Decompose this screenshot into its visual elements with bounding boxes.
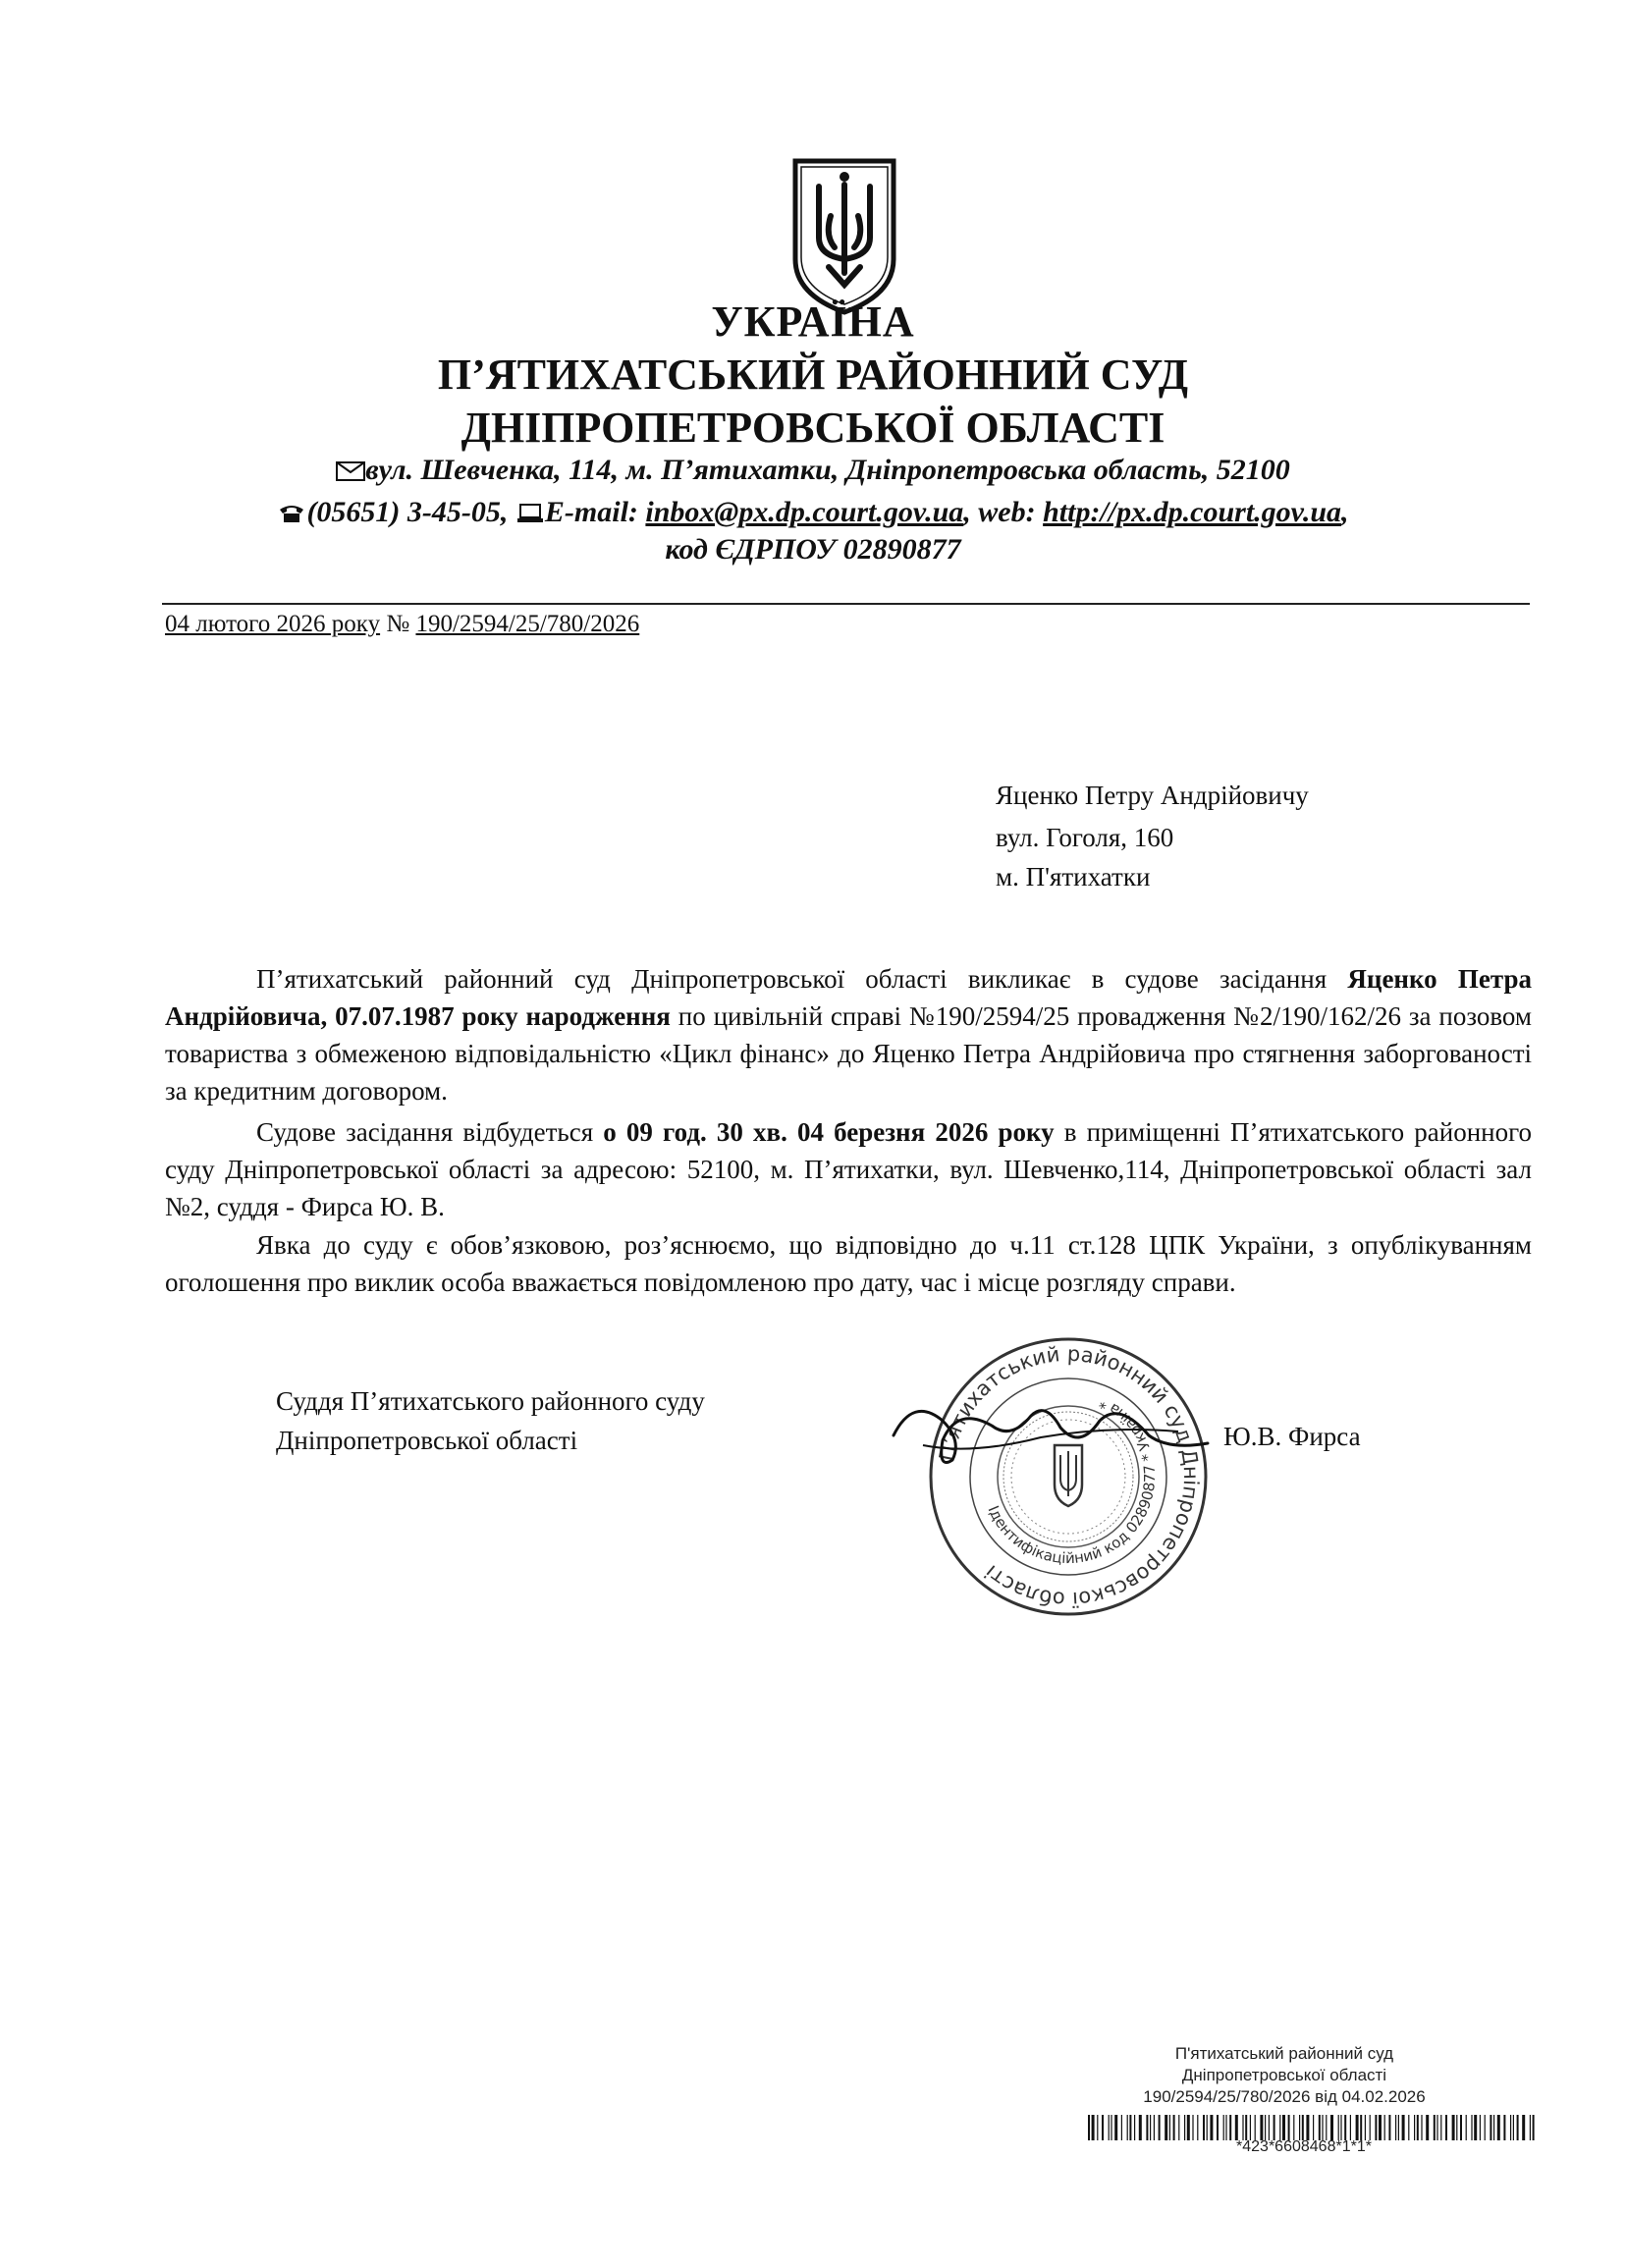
court-address-line bbox=[0, 454, 1626, 487]
barcode-bar bbox=[1485, 2115, 1486, 2140]
barcode-bar bbox=[1245, 2115, 1247, 2140]
barcode-bar bbox=[1417, 2115, 1419, 2140]
barcode-bar bbox=[1350, 2115, 1351, 2140]
barcode-bar bbox=[1480, 2115, 1481, 2140]
header-divider bbox=[162, 603, 1530, 605]
recipient-street: вул. Гоголя, 160 bbox=[996, 823, 1174, 852]
web-link[interactable]: http://px.dp.court.gov.ua bbox=[1043, 496, 1342, 528]
barcode-bar bbox=[1388, 2115, 1390, 2140]
barcode-bar bbox=[1223, 2115, 1224, 2140]
barcode-bar bbox=[1293, 2115, 1294, 2140]
signer-name: Ю.В. Фирса bbox=[1223, 1422, 1361, 1451]
barcode-bar bbox=[1517, 2115, 1519, 2140]
barcode-bar bbox=[1330, 2115, 1333, 2140]
court-name-line1: П’ЯТИХАТСЬКИЙ РАЙОННИЙ СУД bbox=[437, 351, 1189, 399]
barcode-bar bbox=[1274, 2115, 1275, 2140]
barcode-bar bbox=[1269, 2115, 1270, 2140]
p2-start: Судове засідання відбудеться bbox=[256, 1117, 604, 1147]
court-address: вул. Шевченка, 114, м. П’ятихатки, Дніпропетровська область, 52100 bbox=[365, 454, 1290, 486]
coat-of-arms-emblem bbox=[789, 157, 899, 316]
barcode-bar bbox=[1102, 2115, 1104, 2140]
barcode-bar bbox=[1159, 2115, 1161, 2140]
barcode-bar bbox=[1456, 2115, 1457, 2140]
web-suffix: , bbox=[1341, 496, 1349, 528]
barcode-bar bbox=[1173, 2115, 1175, 2140]
barcode-bar bbox=[1127, 2115, 1128, 2140]
barcode-bar bbox=[1445, 2115, 1447, 2140]
barcode-bar bbox=[1242, 2115, 1243, 2140]
signer-title-line2: Дніпропетровської області bbox=[276, 1426, 578, 1455]
signer-title-line1: Суддя П’ятихатського районного суду bbox=[276, 1386, 705, 1416]
barcode-bar bbox=[1302, 2115, 1304, 2140]
footer-barcode-text: *423*6608468*1*1* bbox=[1236, 2138, 1372, 2155]
barcode-bar bbox=[1510, 2115, 1511, 2140]
country-title: УКРАЇНА bbox=[711, 297, 915, 346]
barcode-bar bbox=[1097, 2115, 1098, 2140]
footer-doc-ref: 190/2594/25/780/2026 від 04.02.2026 bbox=[1143, 2087, 1426, 2106]
p1-bold: Яценко Петра Андрійовича, 07.07.1987 року народження bbox=[165, 964, 1532, 1031]
barcode-bar bbox=[1225, 2115, 1226, 2140]
p1-start: П’ятихатський районний суд Дніпропетровської області викликає в судове засідання bbox=[256, 964, 1348, 994]
barcode-bar bbox=[1398, 2115, 1399, 2140]
barcode-bar bbox=[1207, 2115, 1208, 2140]
court-contacts-line bbox=[0, 496, 1626, 529]
barcode-bar bbox=[1440, 2115, 1441, 2140]
barcode-bar bbox=[1322, 2115, 1323, 2140]
barcode-bar bbox=[1109, 2115, 1110, 2140]
phone-icon bbox=[277, 504, 306, 523]
body-paragraph-1 bbox=[165, 960, 1532, 1109]
barcode-bar bbox=[1265, 2115, 1266, 2140]
barcode-bar bbox=[1452, 2115, 1455, 2140]
registration-line bbox=[165, 611, 639, 638]
barcode-bar bbox=[1338, 2115, 1339, 2140]
barcode-bar bbox=[1250, 2115, 1251, 2140]
seal-inner-text: Ідентифікаційний код 02890877 * Україна * bbox=[984, 1393, 1160, 1568]
registration-number-prefix: № bbox=[386, 611, 410, 637]
barcode-bar bbox=[1460, 2115, 1462, 2140]
barcode-bar bbox=[1187, 2115, 1190, 2140]
barcode-bar bbox=[1493, 2115, 1494, 2140]
barcode-bar bbox=[1471, 2115, 1472, 2140]
computer-icon bbox=[515, 504, 545, 523]
barcode-bar bbox=[1210, 2115, 1213, 2140]
barcode-bar bbox=[1088, 2115, 1090, 2140]
barcode-bar bbox=[1129, 2115, 1131, 2140]
barcode-bar bbox=[1178, 2115, 1179, 2140]
barcode-bar bbox=[1370, 2115, 1371, 2140]
barcode-bar bbox=[1235, 2115, 1238, 2140]
barcode-bar bbox=[1340, 2115, 1341, 2140]
barcode-bar bbox=[1513, 2115, 1514, 2140]
registration-number: 190/2594/25/780/2026 bbox=[415, 611, 640, 637]
web-label: , web: bbox=[963, 496, 1036, 528]
barcode-bar bbox=[1402, 2115, 1405, 2140]
body-paragraph-3: Явка до суду є обов’язковою, роз’яснюємо, що відповідно до ч.11 ст.128 ЦПК України, з опублікуванням оголошення про виклик особа вважається повідомленою про дату, час і місце розгляду справи. bbox=[165, 1230, 1532, 1297]
barcode-bar bbox=[1139, 2115, 1142, 2140]
barcode-bar bbox=[1436, 2115, 1437, 2140]
edrpou-code: код ЄДРПОУ 02890877 bbox=[665, 533, 961, 566]
p1-end: по цивільній справі №190/2594/25 провадження №2/190/162/26 за позовом товариства з обмеженою відповідальністю «Цикл фінанс» до Яценко Петра Андрійовича про стягнення заборгованості за кредитним договором. bbox=[165, 1001, 1532, 1106]
barcode-bar bbox=[1408, 2115, 1409, 2140]
barcode-bar bbox=[1282, 2115, 1285, 2140]
envelope-icon bbox=[336, 461, 365, 481]
barcode-bar bbox=[1313, 2115, 1314, 2140]
barcode-bar bbox=[1299, 2115, 1300, 2140]
recipient-name: Яценко Петру Андрійовичу bbox=[996, 781, 1309, 810]
barcode-bar bbox=[1426, 2115, 1429, 2140]
barcode-bar bbox=[1421, 2115, 1422, 2140]
p2-bold: о 09 год. 30 хв. 04 березня 2026 року bbox=[603, 1117, 1055, 1147]
barcode-bar bbox=[1150, 2115, 1151, 2140]
barcode-bar bbox=[1279, 2115, 1280, 2140]
barcode-bar bbox=[1121, 2115, 1122, 2140]
recipient-city: м. П'ятихатки bbox=[996, 862, 1151, 891]
barcode-bar bbox=[1434, 2115, 1436, 2140]
p2-end: в приміщенні П’ятихатського районного суду Дніпропетровської області за адресою: 52100, м. П’ятихатки, вул. Шевченко,114, Дніпропетровської області зал №2, суддя - Фирса Ю. В. bbox=[165, 1117, 1532, 1221]
barcode-bar bbox=[1203, 2115, 1205, 2140]
barcode-bar bbox=[1379, 2115, 1382, 2140]
barcode-bar bbox=[1288, 2115, 1290, 2140]
body-paragraph-2 bbox=[165, 1113, 1532, 1225]
email-link[interactable]: inbox@px.dp.court.gov.ua bbox=[645, 496, 964, 528]
barcode-bar bbox=[1326, 2115, 1327, 2140]
footer-region: Дніпропетровської області bbox=[1181, 2066, 1387, 2084]
barcode-bar bbox=[1319, 2115, 1321, 2140]
barcode-bar bbox=[1497, 2115, 1500, 2140]
court-name-line2: ДНІПРОПЕТРОВСЬКОЇ ОБЛАСТІ bbox=[461, 404, 1165, 452]
barcode-bar bbox=[1255, 2115, 1256, 2140]
barcode-bar bbox=[1503, 2115, 1505, 2140]
barcode-bar bbox=[1365, 2115, 1366, 2140]
document-barcode bbox=[1088, 2115, 1540, 2140]
barcode-bar bbox=[1229, 2115, 1231, 2140]
barcode-bar bbox=[1395, 2115, 1396, 2140]
barcode-bar bbox=[1530, 2115, 1531, 2140]
barcode-bar bbox=[1384, 2115, 1385, 2140]
barcode-bar bbox=[1154, 2115, 1155, 2140]
barcode-bar bbox=[1197, 2115, 1198, 2140]
barcode-bar bbox=[1217, 2115, 1219, 2140]
barcode-bar bbox=[1092, 2115, 1095, 2140]
judge-signature bbox=[884, 1367, 1227, 1485]
barcode-bar bbox=[1360, 2115, 1362, 2140]
seal-outer-text: П’ятихатський районний суд Дніпропетровської області bbox=[935, 1341, 1204, 1612]
barcode-bar bbox=[1192, 2115, 1193, 2140]
footer-court-name: П'ятихатський районний суд bbox=[1174, 2044, 1394, 2063]
barcode-bar bbox=[1414, 2115, 1415, 2140]
barcode-bar bbox=[1522, 2115, 1525, 2140]
barcode-bar bbox=[1169, 2115, 1170, 2140]
barcode-bar bbox=[1375, 2115, 1377, 2140]
barcode-bar bbox=[1165, 2115, 1167, 2140]
barcode-bar bbox=[1184, 2115, 1185, 2140]
registration-date: 04 лютого 2026 року bbox=[165, 611, 381, 637]
barcode-bar bbox=[1306, 2115, 1309, 2140]
barcode-bar bbox=[1533, 2115, 1535, 2140]
barcode-bar bbox=[1356, 2115, 1359, 2140]
barcode-bar bbox=[1260, 2115, 1263, 2140]
barcode-bar bbox=[1114, 2115, 1117, 2140]
court-phone: (05651) 3-45-05, bbox=[306, 496, 509, 528]
barcode-bar bbox=[1466, 2115, 1467, 2140]
barcode-bar bbox=[1490, 2115, 1491, 2140]
barcode-bar bbox=[1146, 2115, 1148, 2140]
email-label: E-mail: bbox=[544, 496, 638, 528]
barcode-bar bbox=[1474, 2115, 1477, 2140]
barcode-bar bbox=[1134, 2115, 1135, 2140]
barcode-bar bbox=[1344, 2115, 1346, 2140]
